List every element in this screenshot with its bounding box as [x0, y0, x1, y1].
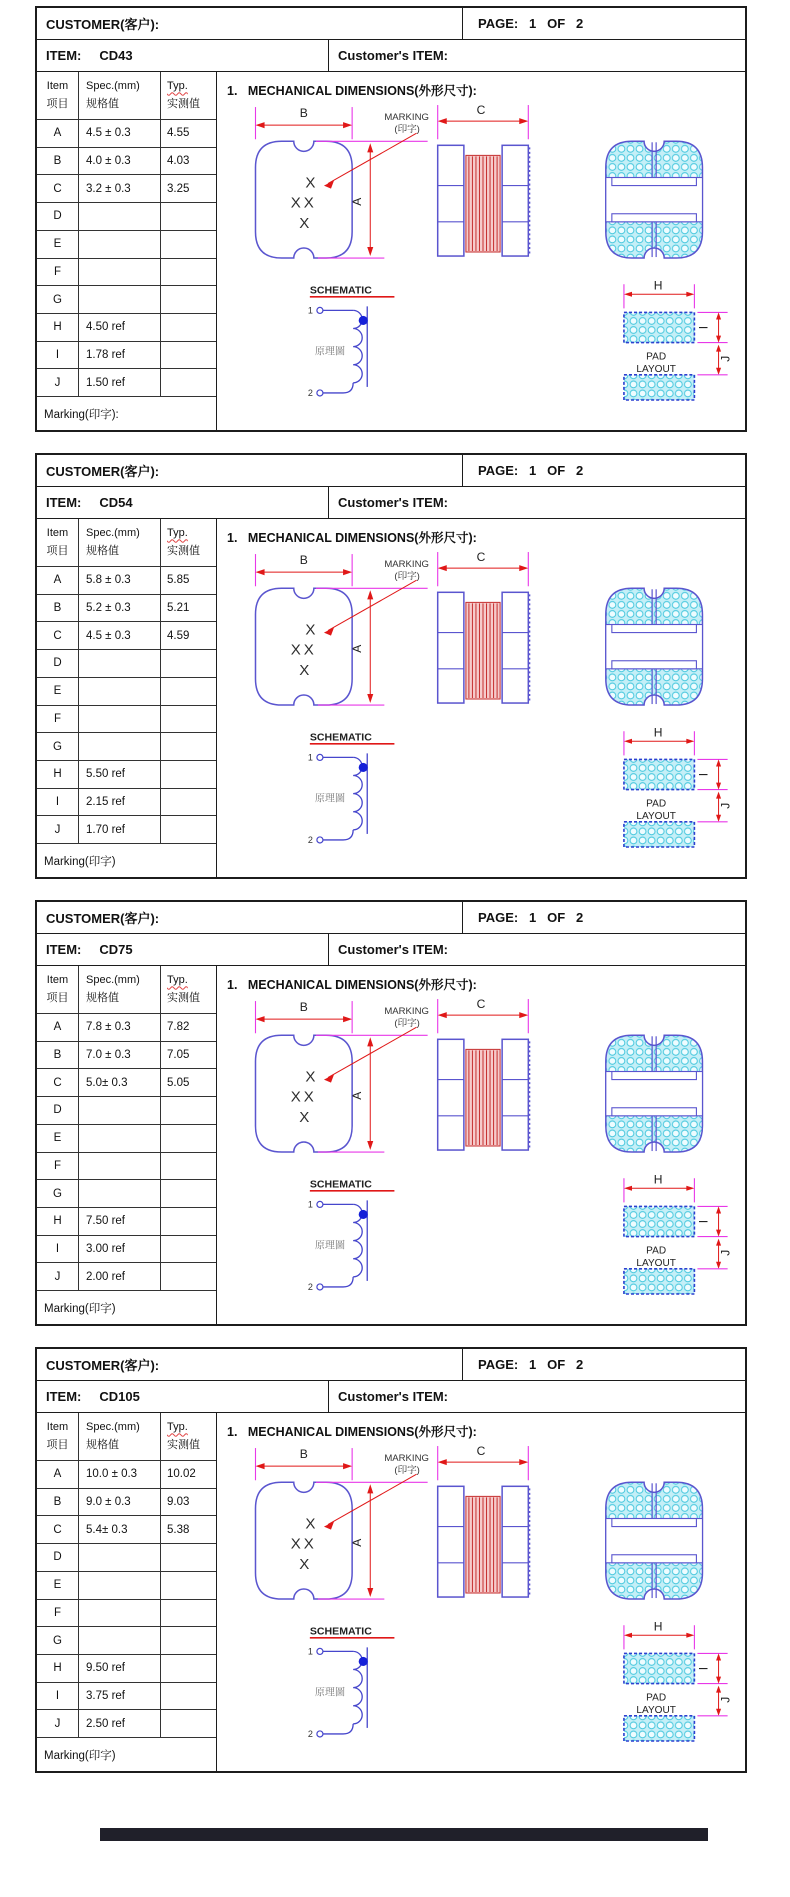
col-header-typ: Typ. 实测值 — [167, 1421, 200, 1451]
table-row: H 7.50 ref — [37, 1208, 216, 1236]
dimension-label-a: A — [350, 644, 365, 653]
table-row: E — [37, 678, 216, 706]
customer-label: CUSTOMER(客户): — [37, 8, 463, 39]
marking-x-row1: X — [305, 1515, 319, 1533]
bottom-view-drawing — [606, 141, 703, 258]
table-row: B 5.2 ± 0.3 5.21 — [37, 595, 216, 623]
table-row: F — [37, 259, 216, 287]
polarity-dot — [359, 763, 368, 772]
item-cell — [37, 934, 329, 965]
bottom-view-drawing — [606, 588, 703, 705]
marking-callout-label: MARKING — [384, 1453, 429, 1465]
mechanical-drawing — [221, 993, 745, 1295]
terminal-1-pin — [317, 754, 323, 760]
dimension-label-i: I — [696, 1666, 711, 1671]
item-cell — [37, 1381, 329, 1412]
table-row: D — [37, 1544, 216, 1572]
table-row: I 1.78 ref — [37, 342, 216, 370]
item-cell — [37, 487, 329, 518]
table-row: G — [37, 733, 216, 761]
pad-layout-label-1: PAD — [646, 1692, 667, 1704]
marking-row: Marking(印字) — [44, 1749, 116, 1762]
marking-x-row2: XX — [290, 641, 317, 659]
dimension-label-j: J — [718, 1249, 733, 1256]
schematic-drawing — [308, 1178, 395, 1292]
dimension-label-i: I — [696, 325, 711, 330]
table-row: J 1.50 ref — [37, 369, 216, 397]
dimension-label-h: H — [653, 725, 663, 740]
col-header-item: Item 项目 — [37, 72, 79, 119]
dimension-label-h: H — [653, 1619, 663, 1634]
pad-top — [624, 1206, 694, 1236]
marking-callout-cn: (印字) — [394, 124, 420, 136]
customers-item-label: Customer's ITEM: — [338, 1389, 448, 1404]
item-label: ITEM: — [46, 942, 82, 957]
page-info: PAGE: 1 OF 2 — [478, 910, 584, 925]
dimension-label-j: J — [718, 802, 733, 809]
dimension-label-b: B — [299, 553, 308, 568]
polarity-dot — [359, 316, 368, 325]
table-row: A 4.5 ± 0.3 4.55 — [37, 120, 216, 148]
col-header-spec: Spec.(mm) 规格值 — [79, 966, 161, 1013]
col-header-spec: Spec.(mm) 规格值 — [79, 1413, 161, 1460]
terminal-1-label: 1 — [307, 1199, 313, 1210]
pad-bottom — [624, 1716, 694, 1741]
table-row: H 4.50 ref — [37, 314, 216, 342]
top-view-drawing — [255, 106, 428, 258]
marking-row: Marking(印字) — [44, 855, 116, 868]
terminal-1-pin — [317, 1201, 323, 1207]
customer-label: CUSTOMER(客户): — [37, 455, 463, 486]
table-row: B 7.0 ± 0.3 7.05 — [37, 1042, 216, 1070]
customer-label: CUSTOMER(客户): — [37, 1349, 463, 1380]
customers-item-label: Customer's ITEM: — [338, 48, 448, 63]
side-view-drawing — [438, 103, 530, 256]
table-row: G — [37, 286, 216, 314]
sheet-body — [37, 966, 745, 1324]
dimension-label-h: H — [653, 278, 663, 293]
header-row — [37, 455, 745, 487]
schematic-drawing — [308, 731, 395, 845]
dimension-label-c: C — [476, 550, 486, 565]
table-header — [37, 1413, 216, 1461]
table-row: D — [37, 1097, 216, 1125]
page-info: PAGE: 1 OF 2 — [478, 463, 584, 478]
item-row — [37, 934, 745, 966]
polarity-dot — [359, 1657, 368, 1666]
terminal-1-label: 1 — [307, 305, 313, 316]
pad-layout-label-2: LAYOUT — [636, 1704, 676, 1716]
marking-callout-label: MARKING — [384, 559, 429, 571]
pad-top — [624, 312, 694, 342]
header-row — [37, 1349, 745, 1381]
drawing-area — [217, 519, 745, 877]
marking-callout-cn: (印字) — [394, 571, 420, 583]
table-row: I 3.00 ref — [37, 1236, 216, 1264]
pad-top — [624, 1653, 694, 1683]
pad-layout-drawing — [624, 1172, 733, 1294]
marking-callout-label: MARKING — [384, 1006, 429, 1018]
dimension-table — [37, 966, 217, 1324]
table-row: A 7.8 ± 0.3 7.82 — [37, 1014, 216, 1042]
terminal-2-label: 2 — [307, 1728, 313, 1739]
bottom-view-drawing — [606, 1482, 703, 1599]
mechanical-drawing — [221, 546, 745, 848]
pad-layout-label-1: PAD — [646, 1245, 667, 1257]
item-row — [37, 40, 745, 72]
dimension-label-a: A — [350, 1091, 365, 1100]
mechanical-drawing — [221, 1440, 745, 1742]
marking-callout-label: MARKING — [384, 112, 429, 124]
schematic-drawing — [308, 1625, 395, 1739]
schematic-title: SCHEMATIC — [309, 1178, 372, 1191]
table-row: B 9.0 ± 0.3 9.03 — [37, 1489, 216, 1517]
item-value: CD54 — [99, 495, 133, 510]
item-value: CD105 — [99, 1389, 140, 1404]
marking-row: Marking(印字): — [44, 408, 119, 421]
terminal-2-pin — [317, 390, 323, 396]
mechanical-dimensions-title: 1. MECHANICAL DIMENSIONS(外形尺寸): — [227, 1425, 477, 1439]
schematic-cn-label: 原理圖 — [314, 346, 346, 358]
side-view-drawing — [438, 997, 530, 1150]
spec-sheet-section — [35, 453, 747, 879]
dimension-label-a: A — [350, 197, 365, 206]
table-row: E — [37, 231, 216, 259]
table-row: H 5.50 ref — [37, 761, 216, 789]
marking-x-row3: X — [299, 1555, 313, 1573]
schematic-title: SCHEMATIC — [309, 1625, 372, 1638]
top-view-drawing — [255, 1000, 428, 1152]
schematic-cn-label: 原理圖 — [314, 793, 346, 805]
table-row: E — [37, 1572, 216, 1600]
pad-layout-drawing — [624, 725, 733, 847]
table-row: D — [37, 203, 216, 231]
item-label: ITEM: — [46, 1389, 82, 1404]
dimension-label-j: J — [718, 355, 733, 362]
mechanical-dimensions-title: 1. MECHANICAL DIMENSIONS(外形尺寸): — [227, 978, 477, 992]
terminal-1-label: 1 — [307, 752, 313, 763]
table-row: G — [37, 1180, 216, 1208]
dimension-label-c: C — [476, 103, 486, 118]
drawing-area — [217, 1413, 745, 1771]
terminal-2-label: 2 — [307, 834, 313, 845]
marking-x-row3: X — [299, 214, 313, 232]
table-row: A 5.8 ± 0.3 5.85 — [37, 567, 216, 595]
dimension-label-b: B — [299, 106, 308, 121]
table-row: F — [37, 1153, 216, 1181]
table-row: B 4.0 ± 0.3 4.03 — [37, 148, 216, 176]
table-row: I 2.15 ref — [37, 789, 216, 817]
marking-x-row3: X — [299, 1108, 313, 1126]
terminal-2-label: 2 — [307, 387, 313, 398]
top-view-drawing — [255, 1447, 428, 1599]
col-header-spec: Spec.(mm) 规格值 — [79, 72, 161, 119]
col-header-typ: Typ. 实测值 — [167, 80, 200, 110]
table-row: F — [37, 706, 216, 734]
pad-layout-drawing — [624, 278, 733, 400]
marking-x-row1: X — [305, 621, 319, 639]
table-row: A 10.0 ± 0.3 10.02 — [37, 1461, 216, 1489]
terminal-2-pin — [317, 837, 323, 843]
dimension-table — [37, 1413, 217, 1771]
marking-row: Marking(印字) — [44, 1302, 116, 1315]
dimension-label-h: H — [653, 1172, 663, 1187]
drawing-area — [217, 72, 745, 430]
marking-x-row2: XX — [290, 1535, 317, 1553]
table-row: C 5.4± 0.3 5.38 — [37, 1516, 216, 1544]
marking-callout-cn: (印字) — [394, 1018, 420, 1030]
page-info: PAGE: 1 OF 2 — [478, 1357, 584, 1372]
pad-bottom — [624, 1269, 694, 1294]
dimension-label-c: C — [476, 1444, 486, 1459]
item-cell — [37, 40, 329, 71]
table-row: J 1.70 ref — [37, 816, 216, 844]
table-row: C 3.2 ± 0.3 3.25 — [37, 175, 216, 203]
dimension-label-c: C — [476, 997, 486, 1012]
schematic-cn-label: 原理圖 — [314, 1240, 346, 1252]
page-info: PAGE: 1 OF 2 — [478, 16, 584, 31]
col-header-spec: Spec.(mm) 规格值 — [79, 519, 161, 566]
table-header — [37, 966, 216, 1014]
table-row: F — [37, 1600, 216, 1628]
table-row: C 5.0± 0.3 5.05 — [37, 1069, 216, 1097]
spec-sheet-section — [35, 900, 747, 1326]
dimension-label-j: J — [718, 1696, 733, 1703]
pad-layout-label-1: PAD — [646, 798, 667, 810]
terminal-1-pin — [317, 307, 323, 313]
terminal-2-pin — [317, 1284, 323, 1290]
col-header-typ: Typ. 实测值 — [167, 527, 200, 557]
mechanical-dimensions-title: 1. MECHANICAL DIMENSIONS(外形尺寸): — [227, 531, 477, 545]
customer-label: CUSTOMER(客户): — [37, 902, 463, 933]
header-row — [37, 8, 745, 40]
col-header-typ: Typ. 实测值 — [167, 974, 200, 1004]
table-row: H 9.50 ref — [37, 1655, 216, 1683]
schematic-drawing — [308, 284, 395, 398]
next-page-edge-bar — [100, 1828, 708, 1841]
mechanical-drawing — [221, 99, 745, 401]
terminal-2-label: 2 — [307, 1281, 313, 1292]
pad-bottom — [624, 822, 694, 847]
dimension-label-b: B — [299, 1000, 308, 1015]
table-row: E — [37, 1125, 216, 1153]
dimension-label-b: B — [299, 1447, 308, 1462]
spec-sheet-section — [35, 6, 747, 432]
marking-x-row3: X — [299, 661, 313, 679]
item-value: CD75 — [99, 942, 133, 957]
pad-top — [624, 759, 694, 789]
table-row: J 2.50 ref — [37, 1710, 216, 1738]
polarity-dot — [359, 1210, 368, 1219]
drawing-area — [217, 966, 745, 1324]
pad-layout-label-2: LAYOUT — [636, 810, 676, 822]
side-view-drawing — [438, 550, 530, 703]
table-row: D — [37, 650, 216, 678]
pad-layout-label-2: LAYOUT — [636, 1257, 676, 1269]
schematic-cn-label: 原理圖 — [314, 1687, 346, 1699]
item-value: CD43 — [99, 48, 133, 63]
customers-item-label: Customer's ITEM: — [338, 495, 448, 510]
side-view-drawing — [438, 1444, 530, 1597]
table-row: C 4.5 ± 0.3 4.59 — [37, 622, 216, 650]
header-row — [37, 902, 745, 934]
top-view-drawing — [255, 553, 428, 705]
schematic-title: SCHEMATIC — [309, 284, 372, 297]
marking-x-row1: X — [305, 1068, 319, 1086]
dimension-label-i: I — [696, 1219, 711, 1224]
item-label: ITEM: — [46, 48, 82, 63]
sheet-body — [37, 519, 745, 877]
customers-item-label: Customer's ITEM: — [338, 942, 448, 957]
marking-x-row1: X — [305, 174, 319, 192]
dimension-label-i: I — [696, 772, 711, 777]
pad-bottom — [624, 375, 694, 400]
mechanical-dimensions-title: 1. MECHANICAL DIMENSIONS(外形尺寸): — [227, 84, 477, 98]
table-row: J 2.00 ref — [37, 1263, 216, 1291]
item-label: ITEM: — [46, 495, 82, 510]
item-row — [37, 487, 745, 519]
marking-x-row2: XX — [290, 1088, 317, 1106]
marking-callout-cn: (印字) — [394, 1465, 420, 1477]
spec-sheet-section — [35, 1347, 747, 1773]
marking-x-row2: XX — [290, 194, 317, 212]
col-header-item: Item 项目 — [37, 966, 79, 1013]
table-header — [37, 519, 216, 567]
sheet-body — [37, 72, 745, 430]
terminal-1-pin — [317, 1648, 323, 1654]
terminal-2-pin — [317, 1731, 323, 1737]
col-header-item: Item 项目 — [37, 519, 79, 566]
terminal-1-label: 1 — [307, 1646, 313, 1657]
dimension-table — [37, 519, 217, 877]
dimension-table — [37, 72, 217, 430]
bottom-view-drawing — [606, 1035, 703, 1152]
item-row — [37, 1381, 745, 1413]
table-header — [37, 72, 216, 120]
col-header-item: Item 项目 — [37, 1413, 79, 1460]
pad-layout-drawing — [624, 1619, 733, 1741]
pad-layout-label-2: LAYOUT — [636, 363, 676, 375]
pad-layout-label-1: PAD — [646, 351, 667, 363]
table-row: I 3.75 ref — [37, 1683, 216, 1711]
spec-sheet-stack — [35, 6, 747, 1773]
sheet-body — [37, 1413, 745, 1771]
table-row: G — [37, 1627, 216, 1655]
schematic-title: SCHEMATIC — [309, 731, 372, 744]
dimension-label-a: A — [350, 1538, 365, 1547]
